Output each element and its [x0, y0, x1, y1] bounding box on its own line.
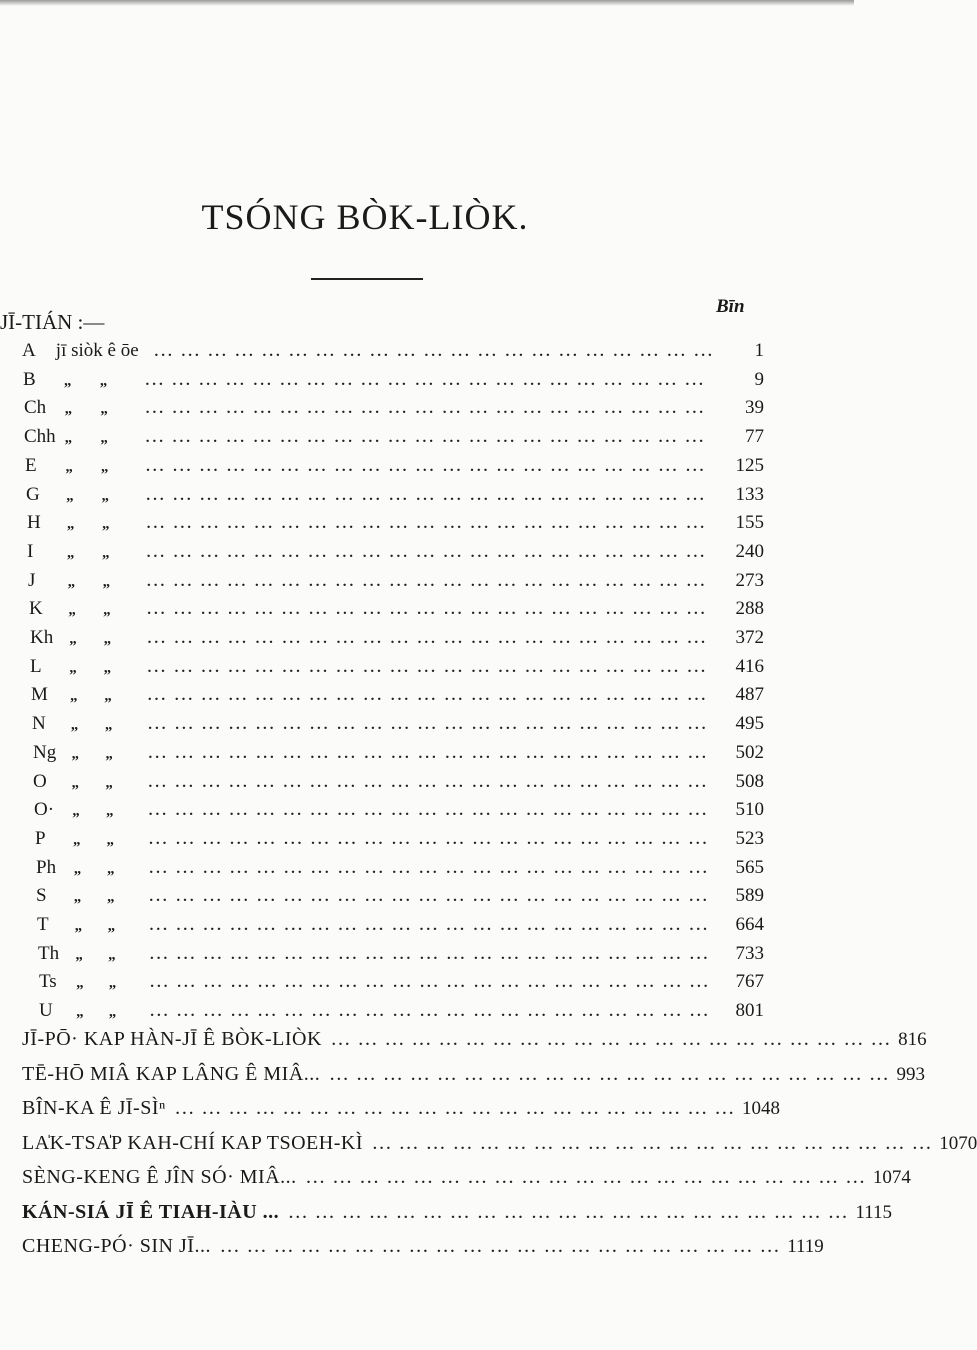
ditto-mark: „ — [73, 889, 82, 905]
ditto-mark: „ — [64, 401, 73, 417]
ditto-mark: „ — [107, 918, 116, 934]
ditto-mark: „ — [73, 832, 81, 848]
ditto-mark: „ — [105, 746, 113, 762]
section-title: LA̍K-TSA̍P KAH-CHÍ KAP TSOEH-KÌ — [22, 1132, 363, 1154]
page-number: 77 — [745, 426, 764, 447]
index-row — [24, 426, 764, 454]
dot-leader: ... ... ... ... ... ... ... ... ... ... ... ... ... ... ... ... ... ... ... ... ... — [146, 545, 707, 561]
ditto-mark: „ — [74, 918, 83, 934]
dot-leader: ... ... ... ... ... ... ... ... ... ... ... ... ... ... ... ... ... ... ... ... ... — [372, 1137, 934, 1153]
section-title: JĪ-PŌ· KAP HÀN-JĪ Ê BÒK-LIÒK — [22, 1028, 322, 1050]
dot-leader: ... ... ... ... ... ... ... ... ... ... ... ... ... ... ... ... ... ... ... ... ... — [330, 1068, 891, 1084]
dictionary-heading: JĪ-TIÁN :— — [0, 310, 105, 334]
index-letter: I — [27, 541, 34, 562]
section-row — [22, 1166, 911, 1196]
index-row — [39, 1000, 764, 1028]
dot-leader: ... ... ... ... ... ... ... ... ... ... ... ... ... ... ... ... ... ... ... ... ... — [154, 344, 715, 360]
ditto-mark: „ — [105, 803, 114, 819]
dot-leader: ... ... ... ... ... ... ... ... ... ... ... ... ... ... ... ... ... ... ... ... ... — [147, 602, 708, 618]
ditto-mark: „ — [105, 775, 113, 791]
dot-leader: ... ... ... ... ... ... ... ... ... ... ... ... ... ... ... ... ... ... ... ... ... — [220, 1240, 782, 1256]
index-letter: A — [22, 340, 36, 361]
index-letter: P — [35, 828, 46, 849]
page-number: 288 — [735, 598, 764, 619]
index-letter: H — [27, 512, 41, 533]
page-top-edge — [0, 0, 854, 6]
section-row — [22, 1063, 926, 1093]
section-title: SÈNG-KENG Ê JÎN SÓ· MIÂ... — [22, 1166, 297, 1188]
section-row — [22, 1201, 893, 1231]
ditto-mark: „ — [99, 373, 108, 389]
index-description: jī siòk ê ōe — [55, 340, 139, 361]
ditto-mark: „ — [66, 488, 74, 504]
dot-leader: ... ... ... ... ... ... ... ... ... ... ... ... ... ... ... ... ... ... ... ... ... — [148, 746, 709, 762]
dot-leader: ... ... ... ... ... ... ... ... ... ... ... ... ... ... ... ... ... ... ... ... ... — [147, 688, 709, 704]
section-row — [22, 1097, 781, 1127]
page-number: 372 — [735, 627, 764, 648]
dot-leader: ... ... ... ... ... ... ... ... ... ... ... ... ... ... ... ... ... ... ... ... ... — [145, 373, 706, 389]
ditto-mark: „ — [71, 746, 79, 762]
ditto-mark: „ — [65, 459, 73, 475]
index-row — [39, 971, 764, 999]
dot-leader: ... ... ... ... ... ... ... ... ... ... ... ... ... ... ... ... ... ... ... ... ... — [146, 459, 707, 475]
page-column-label: Bīn — [716, 296, 745, 317]
page-title: TSÓNG BÒK-LIÒK. — [201, 197, 529, 237]
page-number: 565 — [735, 857, 764, 878]
ditto-mark: „ — [103, 660, 112, 676]
dot-leader: ... ... ... ... ... ... ... ... ... ... ... ... ... ... ... ... ... ... ... ... ... — [149, 918, 710, 934]
dot-leader: ... ... ... ... ... ... ... ... ... ... ... ... ... ... ... ... ... ... ... ... ... — [149, 947, 711, 963]
ditto-mark: „ — [69, 688, 78, 704]
page-number: 1074 — [872, 1167, 911, 1188]
section-row — [22, 1235, 824, 1265]
index-row — [36, 885, 764, 913]
ditto-mark: „ — [68, 602, 76, 618]
dot-leader: ... ... ... ... ... ... ... ... ... ... ... ... ... ... ... ... ... ... ... ... ... — [147, 631, 708, 647]
index-letter: Chh — [24, 426, 56, 447]
ditto-mark: „ — [106, 832, 114, 848]
dot-leader: ... ... ... ... ... ... ... ... ... ... ... ... ... ... ... ... ... ... ... ... ... — [148, 803, 710, 819]
page-number: 1 — [754, 340, 764, 361]
index-letter: K — [29, 598, 43, 619]
page-number: 240 — [735, 541, 764, 562]
index-letter: Ch — [24, 397, 47, 418]
ditto-mark: „ — [103, 631, 112, 647]
index-letter: B — [23, 369, 36, 390]
index-row — [38, 943, 764, 971]
index-row — [37, 914, 764, 942]
ditto-mark: „ — [67, 574, 76, 590]
index-row — [23, 369, 764, 397]
index-letter: Kh — [30, 627, 54, 648]
ditto-mark: „ — [108, 947, 116, 963]
index-letter: Ph — [36, 857, 57, 878]
dot-leader: ... ... ... ... ... ... ... ... ... ... ... ... ... ... ... ... ... ... ... ... ... — [146, 488, 707, 504]
ditto-mark: „ — [76, 1004, 84, 1020]
index-row — [32, 713, 764, 741]
dot-leader: ... ... ... ... ... ... ... ... ... ... ... ... ... ... ... ... ... ... ... ... ... — [147, 660, 708, 676]
title-rule — [311, 278, 423, 280]
index-row — [25, 455, 764, 483]
dot-leader: ... ... ... ... ... ... ... ... ... ... ... ... ... ... ... ... ... ... ... ... ... — [148, 775, 709, 791]
index-letter: G — [26, 484, 40, 505]
page-number: 523 — [735, 828, 765, 849]
index-letter: Ng — [33, 742, 57, 763]
page-number: 508 — [735, 771, 764, 792]
index-row — [34, 799, 764, 827]
index-row — [31, 684, 764, 712]
page-number: 664 — [735, 914, 764, 935]
dot-leader: ... ... ... ... ... ... ... ... ... ... ... ... ... ... ... ... ... ... ... ... ... — [175, 1102, 737, 1118]
section-title: CHENG-PÓ· SIN JĪ... — [22, 1235, 211, 1257]
section-title: BÎN-KA Ê JĪ-SÌⁿ — [22, 1097, 166, 1119]
index-letter: U — [39, 1000, 53, 1021]
dot-leader: ... ... ... ... ... ... ... ... ... ... ... ... ... ... ... ... ... ... ... ... ... — [306, 1171, 867, 1187]
index-row — [24, 397, 764, 425]
ditto-mark: „ — [64, 430, 73, 446]
ditto-mark: „ — [100, 401, 108, 417]
dot-leader: ... ... ... ... ... ... ... ... ... ... ... ... ... ... ... ... ... ... ... ... ... — [145, 430, 707, 446]
index-row — [26, 484, 764, 512]
index-row — [30, 656, 764, 684]
page-number: 801 — [735, 1000, 765, 1021]
ditto-mark: „ — [102, 516, 110, 532]
page-number: 733 — [735, 943, 764, 964]
dot-leader: ... ... ... ... ... ... ... ... ... ... ... ... ... ... ... ... ... ... ... ... ... — [149, 861, 710, 877]
dot-leader: ... ... ... ... ... ... ... ... ... ... ... ... ... ... ... ... ... ... ... ... ... — [331, 1033, 893, 1049]
page-number: 133 — [735, 484, 764, 505]
page-number: 993 — [896, 1064, 926, 1085]
section-title: TĒ-HŌ MIÂ KAP LÂNG Ê MIÂ... — [22, 1063, 321, 1085]
page-number: 9 — [754, 369, 765, 390]
ditto-mark: „ — [66, 516, 75, 532]
dot-leader: ... ... ... ... ... ... ... ... ... ... ... ... ... ... ... ... ... ... ... ... ... — [150, 1004, 711, 1020]
ditto-mark: „ — [63, 373, 72, 389]
dot-leader: ... ... ... ... ... ... ... ... ... ... ... ... ... ... ... ... ... ... ... ... ... — [149, 832, 710, 848]
index-letter: Ts — [39, 971, 57, 992]
ditto-mark: „ — [108, 975, 117, 991]
page-number: 510 — [735, 799, 764, 820]
ditto-mark: „ — [73, 861, 82, 877]
ditto-mark: „ — [100, 430, 108, 446]
index-letter: T — [37, 914, 49, 935]
index-row — [35, 828, 764, 856]
section-row — [22, 1132, 977, 1162]
dot-leader: ... ... ... ... ... ... ... ... ... ... ... ... ... ... ... ... ... ... ... ... ... — [146, 516, 707, 532]
page-number: 273 — [735, 570, 764, 591]
ditto-mark: „ — [104, 688, 112, 704]
ditto-mark: „ — [71, 775, 79, 791]
ditto-mark: „ — [107, 889, 115, 905]
ditto-mark: „ — [104, 717, 113, 733]
page-number: 1119 — [787, 1236, 824, 1257]
ditto-mark: „ — [100, 459, 109, 475]
index-letter: N — [32, 713, 46, 734]
ditto-mark: „ — [70, 717, 79, 733]
dot-leader: ... ... ... ... ... ... ... ... ... ... ... ... ... ... ... ... ... ... ... ... ... — [145, 401, 707, 417]
index-row — [22, 340, 764, 368]
index-row — [36, 857, 764, 885]
index-letter: E — [25, 455, 37, 476]
index-letter: M — [31, 684, 48, 705]
ditto-mark: „ — [72, 803, 80, 819]
ditto-mark: „ — [76, 975, 84, 991]
index-row — [33, 742, 764, 770]
page-number: 767 — [735, 971, 765, 992]
page-number: 1070 — [939, 1133, 977, 1154]
index-letter: O — [33, 771, 47, 792]
page-number: 1115 — [855, 1202, 893, 1223]
index-letter: O· — [34, 799, 55, 820]
section-row — [22, 1028, 927, 1058]
dot-leader: ... ... ... ... ... ... ... ... ... ... ... ... ... ... ... ... ... ... ... ... ... — [146, 574, 708, 590]
dot-leader: ... ... ... ... ... ... ... ... ... ... ... ... ... ... ... ... ... ... ... ... ... — [150, 975, 711, 991]
index-row — [30, 627, 764, 655]
page-number: 487 — [735, 684, 764, 705]
index-row — [28, 570, 764, 598]
index-row — [27, 541, 764, 569]
index-letter: Th — [38, 943, 60, 964]
index-letter: S — [36, 885, 47, 906]
page-number: 155 — [735, 512, 764, 533]
index-row — [29, 598, 764, 626]
ditto-mark: „ — [107, 861, 115, 877]
page-number: 495 — [735, 713, 764, 734]
index-letter: J — [28, 570, 36, 591]
page-number: 125 — [735, 455, 764, 476]
section-title: KÁN-SIÁ JĪ Ê TIAH-IÀU ... — [22, 1201, 280, 1223]
dot-leader: ... ... ... ... ... ... ... ... ... ... ... ... ... ... ... ... ... ... ... ... ... — [148, 717, 709, 733]
ditto-mark: „ — [103, 602, 111, 618]
ditto-mark: „ — [101, 488, 109, 504]
ditto-mark: „ — [102, 545, 110, 561]
index-row — [33, 771, 764, 799]
ditto-mark: „ — [102, 574, 111, 590]
ditto-mark: „ — [75, 947, 83, 963]
ditto-mark: „ — [69, 660, 77, 676]
page-number: 502 — [735, 742, 764, 763]
page-number: 416 — [735, 656, 764, 677]
page-number: 589 — [735, 885, 764, 906]
page-number: 816 — [898, 1029, 927, 1050]
page-number: 39 — [745, 397, 764, 418]
index-letter: L — [30, 656, 42, 677]
dot-leader: ... ... ... ... ... ... ... ... ... ... ... ... ... ... ... ... ... ... ... ... ... — [289, 1206, 850, 1222]
ditto-mark: „ — [108, 1004, 117, 1020]
index-row — [27, 512, 764, 540]
ditto-mark: „ — [69, 631, 77, 647]
dot-leader: ... ... ... ... ... ... ... ... ... ... ... ... ... ... ... ... ... ... ... ... ... — [149, 889, 710, 905]
ditto-mark: „ — [66, 545, 75, 561]
page-number: 1048 — [742, 1098, 781, 1119]
